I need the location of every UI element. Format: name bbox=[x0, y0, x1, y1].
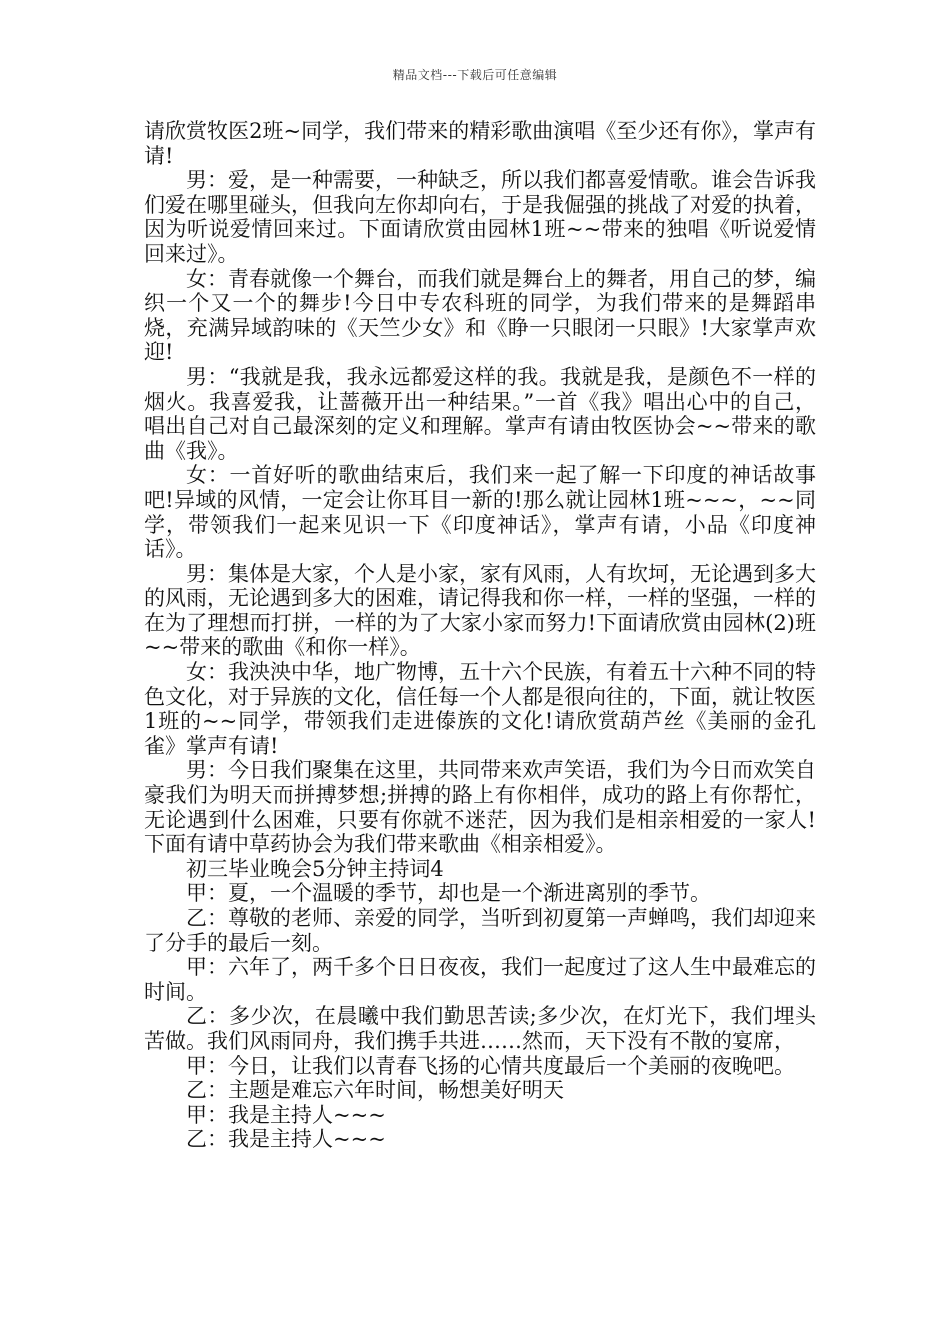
paragraph: 甲：六年了，两千多个日日夜夜，我们一起度过了这人生中最难忘的时间。 bbox=[144, 955, 816, 1004]
paragraph: 女：一首好听的歌曲结束后，我们来一起了解一下印度的神话故事吧!异域的风情，一定会让你耳目一新的!那么就让园林1班~~~，~~同学，带领我们一起来见识一下《印度神话》，掌声有请，小品《印度神话》。 bbox=[144, 463, 816, 562]
paragraph: 男：“我就是我，我永远都爱这样的我。我就是我，是颜色不一样的烟火。我喜爱我，让蔷薇开出一种结果。”一首《我》唱出心中的自己，唱出自己对自己最深刻的定义和理解。掌声有请由牧医协会~~带来的歌曲《我》。 bbox=[144, 364, 816, 463]
paragraph: 乙：尊敬的老师、亲爱的同学，当听到初夏第一声蝉鸣，我们却迎来了分手的最后一刻。 bbox=[144, 906, 816, 955]
paragraph-intro: 请欣赏牧医2班~同学，我们带来的精彩歌曲演唱《至少还有你》，掌声有请! bbox=[144, 119, 816, 168]
page-header: 精品文档---下载后可任意编辑 bbox=[392, 68, 558, 82]
paragraph: 男：今日我们聚集在这里，共同带来欢声笑语，我们为今日而欢笑自豪我们为明天而拼搏梦想;拼搏的路上有你相伴，成功的路上有你帮忙，无论遇到什么困难，只要有你就不迷茫，因为我们是相亲相爱的一家人!下面有请中草药协会为我们带来歌曲《相亲相爱》。 bbox=[144, 758, 816, 857]
paragraph: 乙：我是主持人~~~ bbox=[186, 1127, 386, 1152]
paragraph: 男：爱，是一种需要，一种缺乏，所以我们都喜爱情歌。谁会告诉我们爱在哪里碰头，但我向左你却向右，于是我倔强的挑战了对爱的执着，因为听说爱情回来过。下面请欣赏由园林1班~~带来的独唱《听说爱情回来过》。 bbox=[144, 168, 816, 266]
section-heading: 初三毕业晚会5分钟主持词4 bbox=[186, 856, 444, 881]
paragraph: 甲：我是主持人~~~ bbox=[186, 1102, 386, 1127]
paragraph: 甲：夏，一个温暖的季节，却也是一个渐进离别的季节。 bbox=[186, 881, 711, 906]
paragraph: 女：青春就像一个舞台，而我们就是舞台上的舞者，用自己的梦，编织一个又一个的舞步!今日中专农科班的同学，为我们带来的是舞蹈串烧，充满异域韵味的《天竺少女》和《睁一只眼闭一只眼》!大家掌声欢迎! bbox=[144, 266, 816, 365]
paragraph: 乙：多少次，在晨曦中我们勤思苦读;多少次，在灯光下，我们埋头苦做。我们风雨同舟，我们携手共进……然而，天下没有不散的宴席， bbox=[144, 1004, 816, 1053]
paragraph: 乙：主题是难忘六年时间，畅想美好明天 bbox=[186, 1078, 564, 1103]
paragraph: 男：集体是大家，个人是小家，家有风雨，人有坎坷，无论遇到多大的风雨，无论遇到多大的困难，请记得我和你一样，一样的坚强，一样的在为了理想而打拼，一样的为了大家小家而努力!下面请欣赏由园林(2)班~~带来的歌曲《和你一样》。 bbox=[144, 561, 816, 660]
paragraph: 甲：今日，让我们以青春飞扬的心情共度最后一个美丽的夜晚吧。 bbox=[186, 1053, 795, 1078]
document-body bbox=[144, 119, 816, 1152]
paragraph: 女：我泱泱中华，地广物博，五十六个民族，有着五十六种不同的特色文化，对于异族的文化，信任每一个人都是很向往的，下面，就让牧医1班的~~同学，带领我们走进傣族的文化!请欣赏葫芦丝《美丽的金孔雀》掌声有请! bbox=[144, 660, 816, 758]
